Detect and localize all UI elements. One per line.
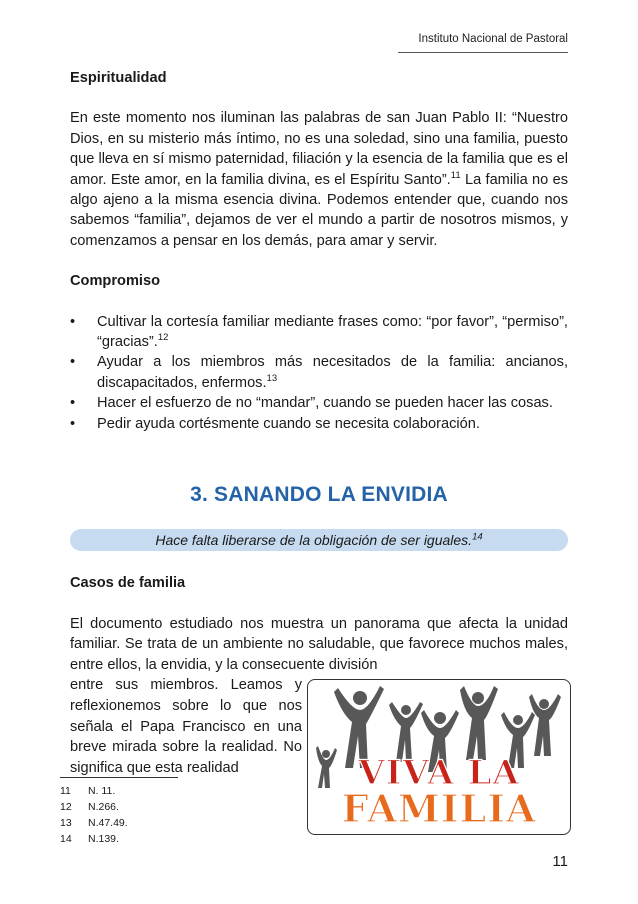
heading-compromiso: Compromiso: [70, 273, 160, 290]
footnote-text: N.47.49.: [88, 817, 128, 829]
quote-band: [70, 529, 568, 551]
section-title: 3. SANANDO LA ENVIDIA: [190, 483, 448, 506]
paragraph-espiritualidad: [70, 108, 568, 251]
bullet-icon: •: [70, 354, 76, 371]
bullet-icon: •: [70, 395, 76, 412]
footnote-ref-11[interactable]: 11: [450, 169, 461, 181]
compromiso-list: [70, 312, 568, 434]
logo-line-1: VIVA LA: [358, 753, 520, 793]
footnote: [60, 799, 128, 815]
footnote-ref-13[interactable]: 13: [266, 373, 278, 385]
footnotes: [60, 783, 128, 847]
quote-text: [70, 529, 568, 552]
bullet-icon: •: [70, 313, 76, 330]
list-item-text: Hacer el esfuerzo de no “mandar”, cuando se pueden hacer las cosas.: [97, 395, 553, 412]
running-header: Instituto Nacional de Pastoral: [418, 33, 568, 45]
footnote-number: 13: [60, 817, 72, 829]
viva-la-familia-image: [307, 679, 571, 835]
footnote-number: 11: [60, 785, 71, 797]
list-item-text: Pedir ayuda cortésmente cuando se necesita colaboración.: [97, 415, 480, 432]
paragraph-casos-full: El documento estudiado nos muestra un panorama que afecta la unidad familiar. Se trata de un ambiente no saludable, que favorece muchos males, entre ellos, la envidia, y la consecuente división: [70, 615, 568, 673]
list-item-text: Cultivar la cortesía familiar mediante frases como: “por favor”, “permiso”, “gracias”.: [97, 313, 568, 351]
footnote-text: N.266.: [88, 801, 119, 813]
footnote-number: 14: [60, 833, 72, 845]
footnote-ref-14[interactable]: 14: [472, 531, 483, 543]
footnote: [60, 815, 128, 831]
footnote-ref-12[interactable]: 12: [157, 332, 169, 344]
paragraph-espiritualidad-part2: La familia no es algo ajeno a la misma esencia divina. Podemos entender que, cuando nos sabemos “familia”, dejamos de ver el mundo a partir de nosotros mismos, y comenzamos a pensar en los demás, para amar y servir.: [70, 171, 568, 249]
logo-line-2: FAMILIA: [341, 786, 537, 831]
header-rule: [398, 52, 568, 53]
main-content: [70, 68, 568, 434]
footnote-number: 12: [60, 801, 72, 813]
page-number: 11: [552, 853, 568, 870]
heading-casos: Casos de familia: [70, 575, 186, 591]
footnote-text: N. 11.: [88, 785, 116, 797]
list-item-text: Ayudar a los miembros más necesitados de la familia: ancianos, discapacitados, enfermos.: [97, 354, 568, 391]
family-figures-logo-icon: [308, 680, 570, 834]
paragraph-espiritualidad-part1: En este momento nos iluminan las palabras de san Juan Pablo II: “Nuestro Dios, en su misterio más íntimo, no es una soledad, sino una familia, puesto que lleva en sí mismo paternidad, filiación y la esencia de la familia que es el amor. Este amor, en la familia divina, es el Espíritu Santo”.: [70, 110, 568, 188]
bullet-icon: •: [70, 415, 76, 432]
heading-espiritualidad: Espiritualidad: [70, 70, 167, 86]
footnote: [60, 831, 128, 847]
list-item: [70, 393, 568, 413]
list-item: [70, 414, 568, 434]
footnote: [60, 783, 128, 799]
quote-body: Hace falta liberarse de la obligación de ser iguales.: [155, 532, 473, 548]
paragraph-casos-wrapped: entre sus miembros. Leamos y reflexionemos sobre lo que nos señala el Papa Francisco en una breve mirada sobre la realidad. No significa que esta realidad: [70, 677, 302, 776]
list-item: [70, 312, 568, 353]
footnote-text: N.139.: [88, 833, 119, 845]
list-item: [70, 352, 568, 393]
footnote-rule: [60, 777, 178, 778]
